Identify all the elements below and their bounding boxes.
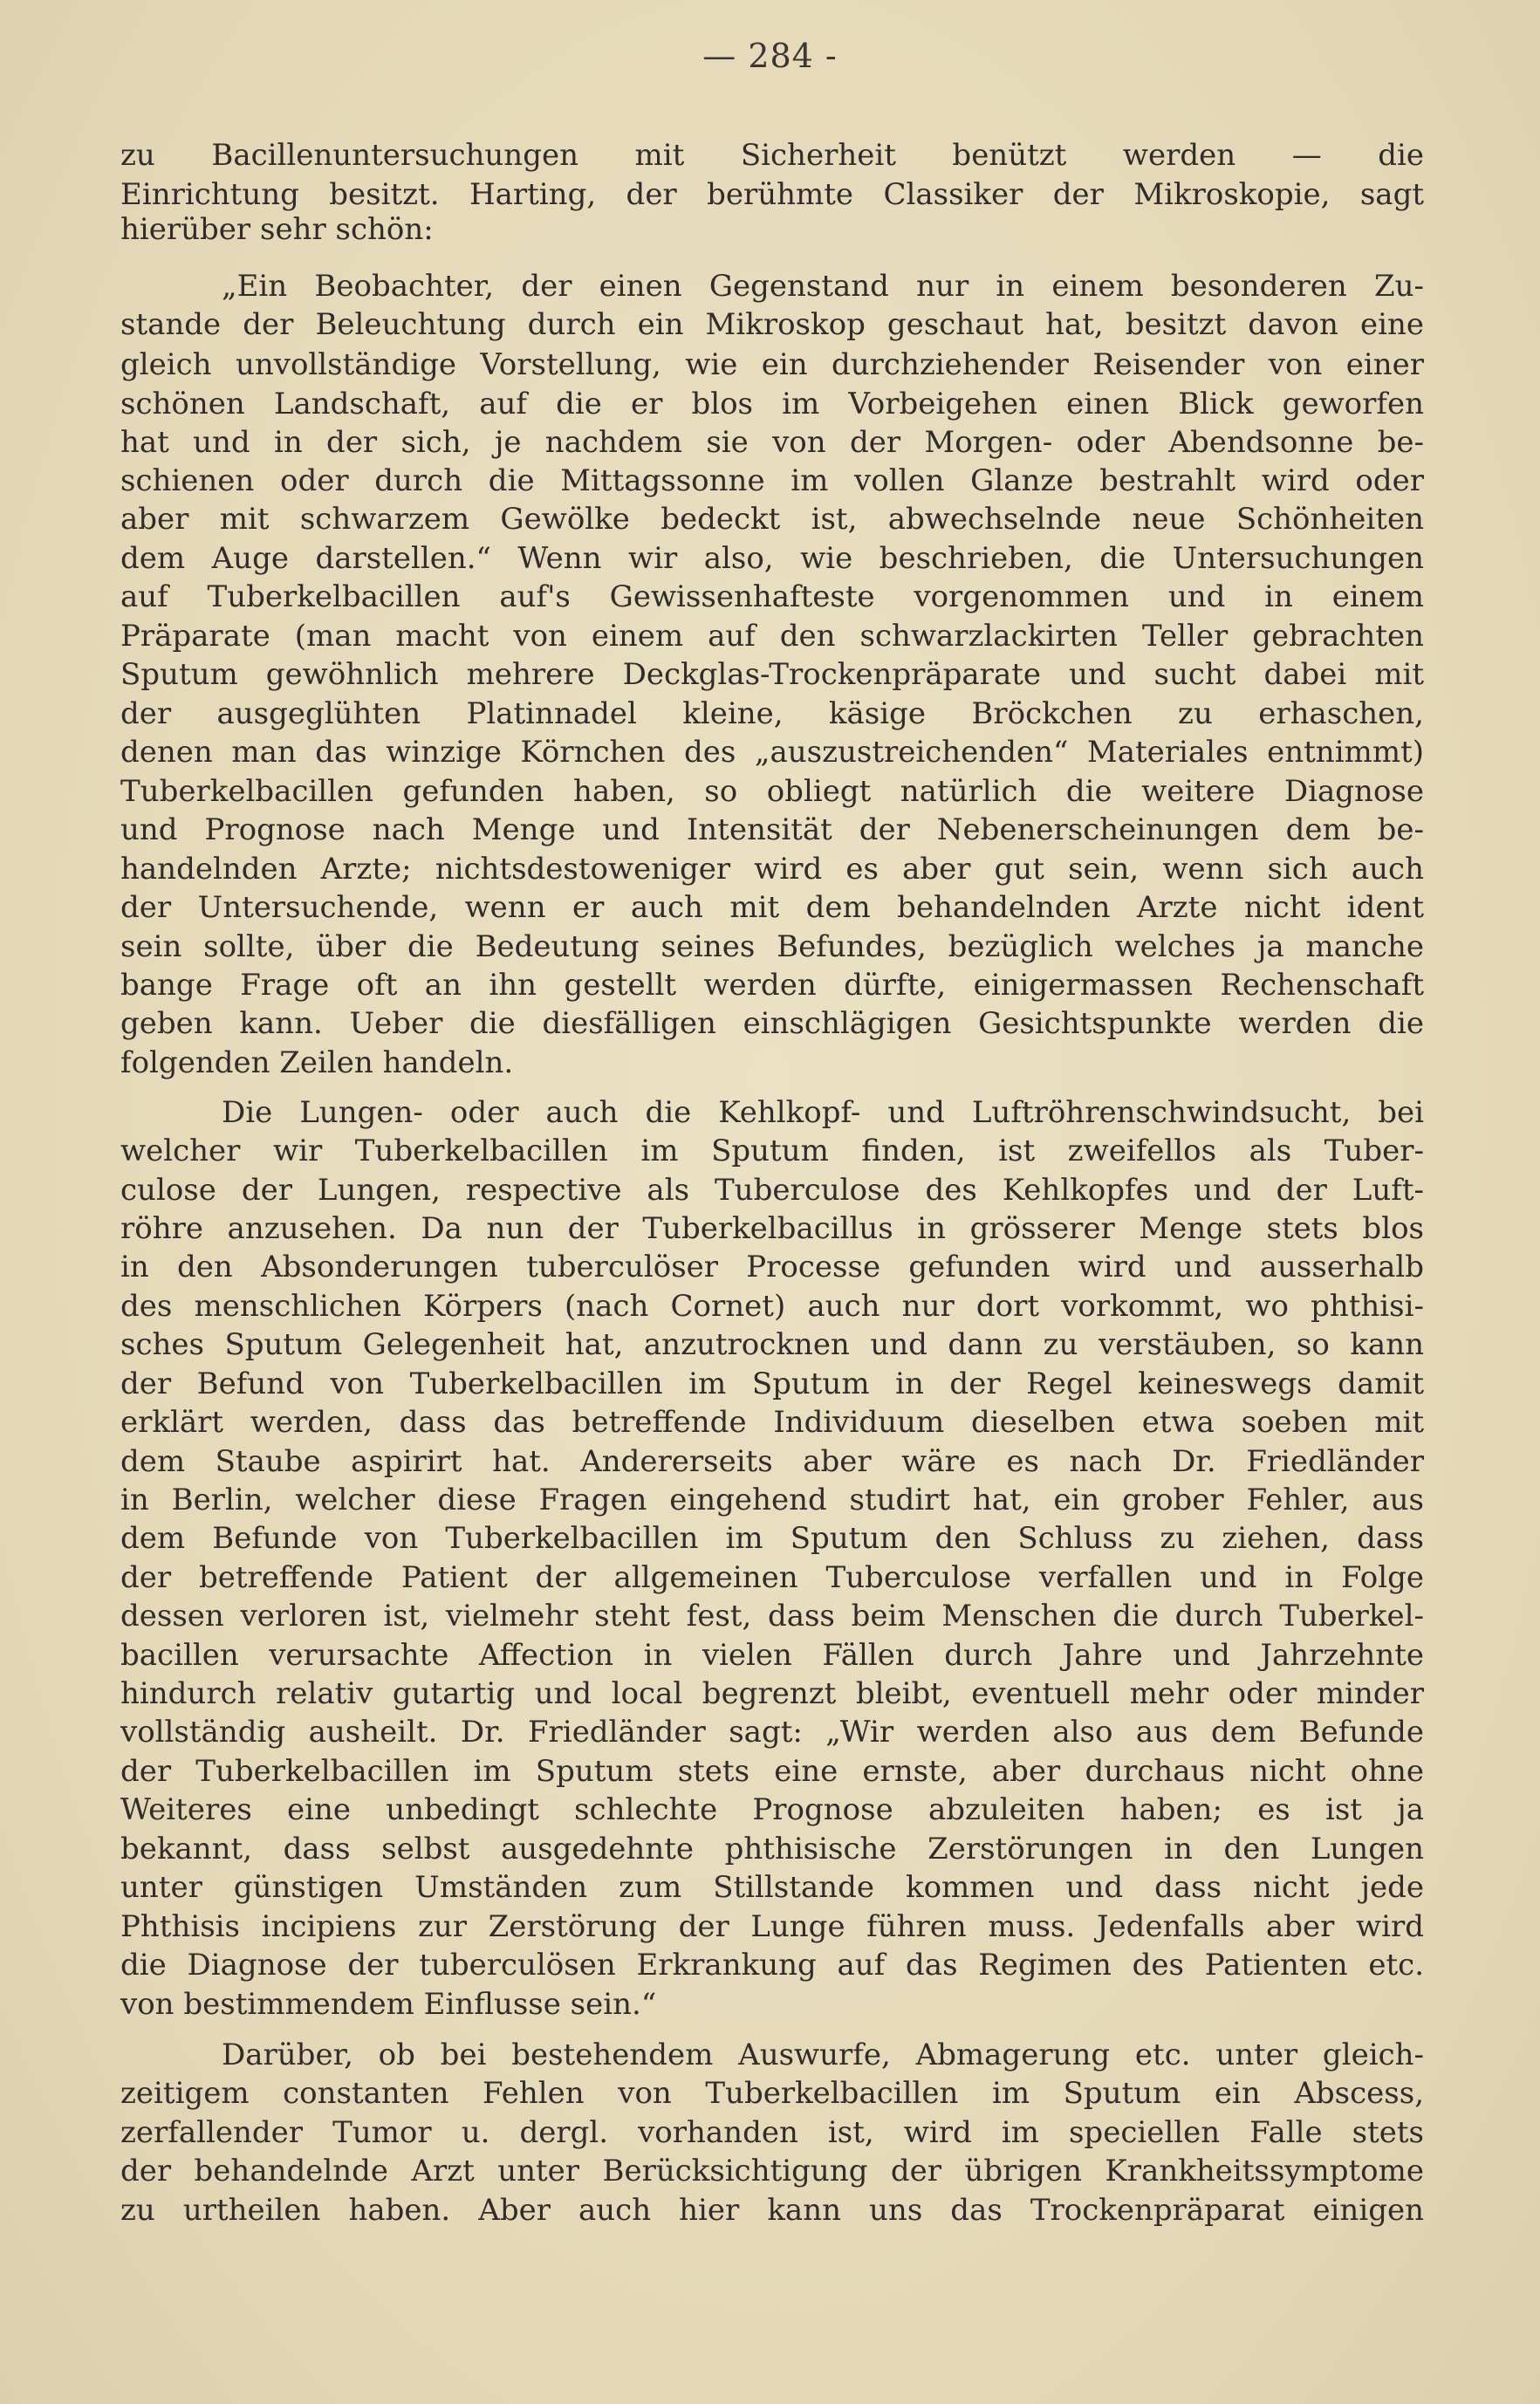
text-line: zerfallender Tumor u. dergl. vorhanden ist, wird im speciellen Falle stets	[120, 2115, 1424, 2150]
text-line: bange Frage oft an ihn gestellt werden dürfte, einigermassen Rechenschaft	[120, 968, 1424, 1003]
text-line: zeitigem constanten Fehlen von Tuberkelbacillen im Sputum ein Abscess,	[120, 2076, 1424, 2111]
text-line: von bestimmendem Einflusse sein.“	[120, 1987, 657, 2022]
text-line: welcher wir Tuberkelbacillen im Sputum finden, ist zweifellos als Tuber-	[120, 1134, 1424, 1168]
text-line: der Befund von Tuberkelbacillen im Sputum in der Regel keineswegs damit	[120, 1366, 1424, 1401]
text-line: der ausgeglühten Platinnadel kleine, käsige Bröckchen zu erhaschen,	[120, 696, 1424, 731]
text-line: dem Auge darstellen.“ Wenn wir also, wie beschrieben, die Untersuchungen	[120, 541, 1424, 576]
text-line: Darüber, ob bei bestehendem Auswurfe, Abmagerung etc. unter gleich-	[222, 2038, 1424, 2072]
text-line: zu urtheilen haben. Aber auch hier kann uns das Trockenpräparat einigen	[120, 2193, 1424, 2228]
text-line: der Untersuchende, wenn er auch mit dem behandelnden Arzte nicht ident	[120, 890, 1424, 925]
text-line: schönen Landschaft, auf die er blos im Vorbeigehen einen Blick geworfen	[120, 387, 1424, 421]
text-line: hierüber sehr schön:	[120, 212, 434, 247]
text-line: bekannt, dass selbst ausgedehnte phthisische Zerstörungen in den Lungen	[120, 1832, 1424, 1866]
text-line: unter günstigen Umständen zum Stillstande kommen und dass nicht jede	[120, 1870, 1424, 1905]
text-line: Die Lungen- oder auch die Kehlkopf- und Luftröhrenschwindsucht, bei	[222, 1095, 1424, 1130]
text-line: „Ein Beobachter, der einen Gegenstand nur in einem besonderen Zu-	[222, 269, 1424, 304]
text-line: der betreffende Patient der allgemeinen Tuberculose verfallen und in Folge	[120, 1560, 1424, 1595]
text-line: röhre anzusehen. Da nun der Tuberkelbacillus in grösserer Menge stets blos	[120, 1211, 1424, 1246]
text-line: des menschlichen Körpers (nach Cornet) auch nur dort vorkommt, wo phthisi-	[120, 1289, 1424, 1324]
text-line: Phthisis incipiens zur Zerstörung der Lunge führen muss. Jedenfalls aber wird	[120, 1909, 1424, 1944]
text-line: geben kann. Ueber die diesfälligen einschlägigen Gesichtspunkte werden die	[120, 1006, 1424, 1041]
page-number: — 284 -	[702, 37, 838, 75]
text-line: Weiteres eine unbedingt schlechte Prognose abzuleiten haben; es ist ja	[120, 1792, 1424, 1827]
text-line: der behandelnde Arzt unter Berücksichtigung der übrigen Krankheitssymptome	[120, 2154, 1424, 2188]
text-line: der Tuberkelbacillen im Sputum stets eine ernste, aber durchaus nicht ohne	[120, 1754, 1424, 1789]
text-line: sches Sputum Gelegenheit hat, anzutrocknen und dann zu verstäuben, so kann	[120, 1327, 1424, 1362]
text-line: und Prognose nach Menge und Intensität der Nebenerscheinungen dem be-	[120, 812, 1424, 847]
text-line: hat und in der sich, je nachdem sie von der Morgen- oder Abendsonne be-	[120, 425, 1424, 460]
text-line: Tuberkelbacillen gefunden haben, so obliegt natürlich die weitere Diagnose	[120, 774, 1424, 809]
text-line: sein sollte, über die Bedeutung seines Befundes, bezüglich welches ja manche	[120, 929, 1424, 964]
text-line: in Berlin, welcher diese Fragen eingehend studirt hat, ein grober Fehler, aus	[120, 1483, 1424, 1517]
text-line: zu Bacillenuntersuchungen mit Sicherheit benützt werden — die	[120, 138, 1424, 173]
text-line: folgenden Zeilen handeln.	[120, 1045, 514, 1080]
text-line: Einrichtung besitzt. Harting, der berühmte Classiker der Mikroskopie, sagt	[120, 177, 1424, 212]
text-line: stande der Beleuchtung durch ein Mikroskop geschaut hat, besitzt davon eine	[120, 307, 1424, 342]
text-line: culose der Lungen, respective als Tuberculose des Kehlkopfes und der Luft-	[120, 1173, 1424, 1208]
text-line: hindurch relativ gutartig und local begrenzt bleibt, eventuell mehr oder minder	[120, 1676, 1424, 1711]
text-line: vollständig ausheilt. Dr. Friedländer sagt: „Wir werden also aus dem Befunde	[120, 1715, 1424, 1750]
text-line: die Diagnose der tuberculösen Erkrankung auf das Regimen des Patienten etc.	[120, 1948, 1424, 1983]
text-line: gleich unvollständige Vorstellung, wie ein durchziehender Reisender von einer	[120, 347, 1424, 382]
text-line: dem Staube aspirirt hat. Andererseits aber wäre es nach Dr. Friedländer	[120, 1444, 1424, 1479]
text-line: in den Absonderungen tuberculöser Processe gefunden wird und ausserhalb	[120, 1250, 1424, 1284]
text-line: auf Tuberkelbacillen auf's Gewissenhafteste vorgenommen und in einem	[120, 579, 1424, 614]
text-line: schienen oder durch die Mittagssonne im vollen Glanze bestrahlt wird oder	[120, 463, 1424, 498]
text-line: dem Befunde von Tuberkelbacillen im Sputum den Schluss zu ziehen, dass	[120, 1521, 1424, 1556]
text-line: handelnden Arzte; nichtsdestoweniger wird es aber gut sein, wenn sich auch	[120, 852, 1424, 887]
text-line: Sputum gewöhnlich mehrere Deckglas-Trockenpräparate und sucht dabei mit	[120, 657, 1424, 692]
text-line: aber mit schwarzem Gewölke bedeckt ist, abwechselnde neue Schönheiten	[120, 502, 1424, 537]
text-line: denen man das winzige Körnchen des „auszustreichenden“ Materiales entnimmt)	[120, 735, 1424, 770]
text-line: bacillen verursachte Affection in vielen Fällen durch Jahre und Jahrzehnte	[120, 1638, 1424, 1673]
text-line: erklärt werden, dass das betreffende Individuum dieselben etwa soeben mit	[120, 1405, 1424, 1440]
text-line: Präparate (man macht von einem auf den schwarzlackirten Teller gebrachten	[120, 619, 1424, 654]
text-line: dessen verloren ist, vielmehr steht fest, dass beim Menschen die durch Tuberkel-	[120, 1599, 1424, 1633]
